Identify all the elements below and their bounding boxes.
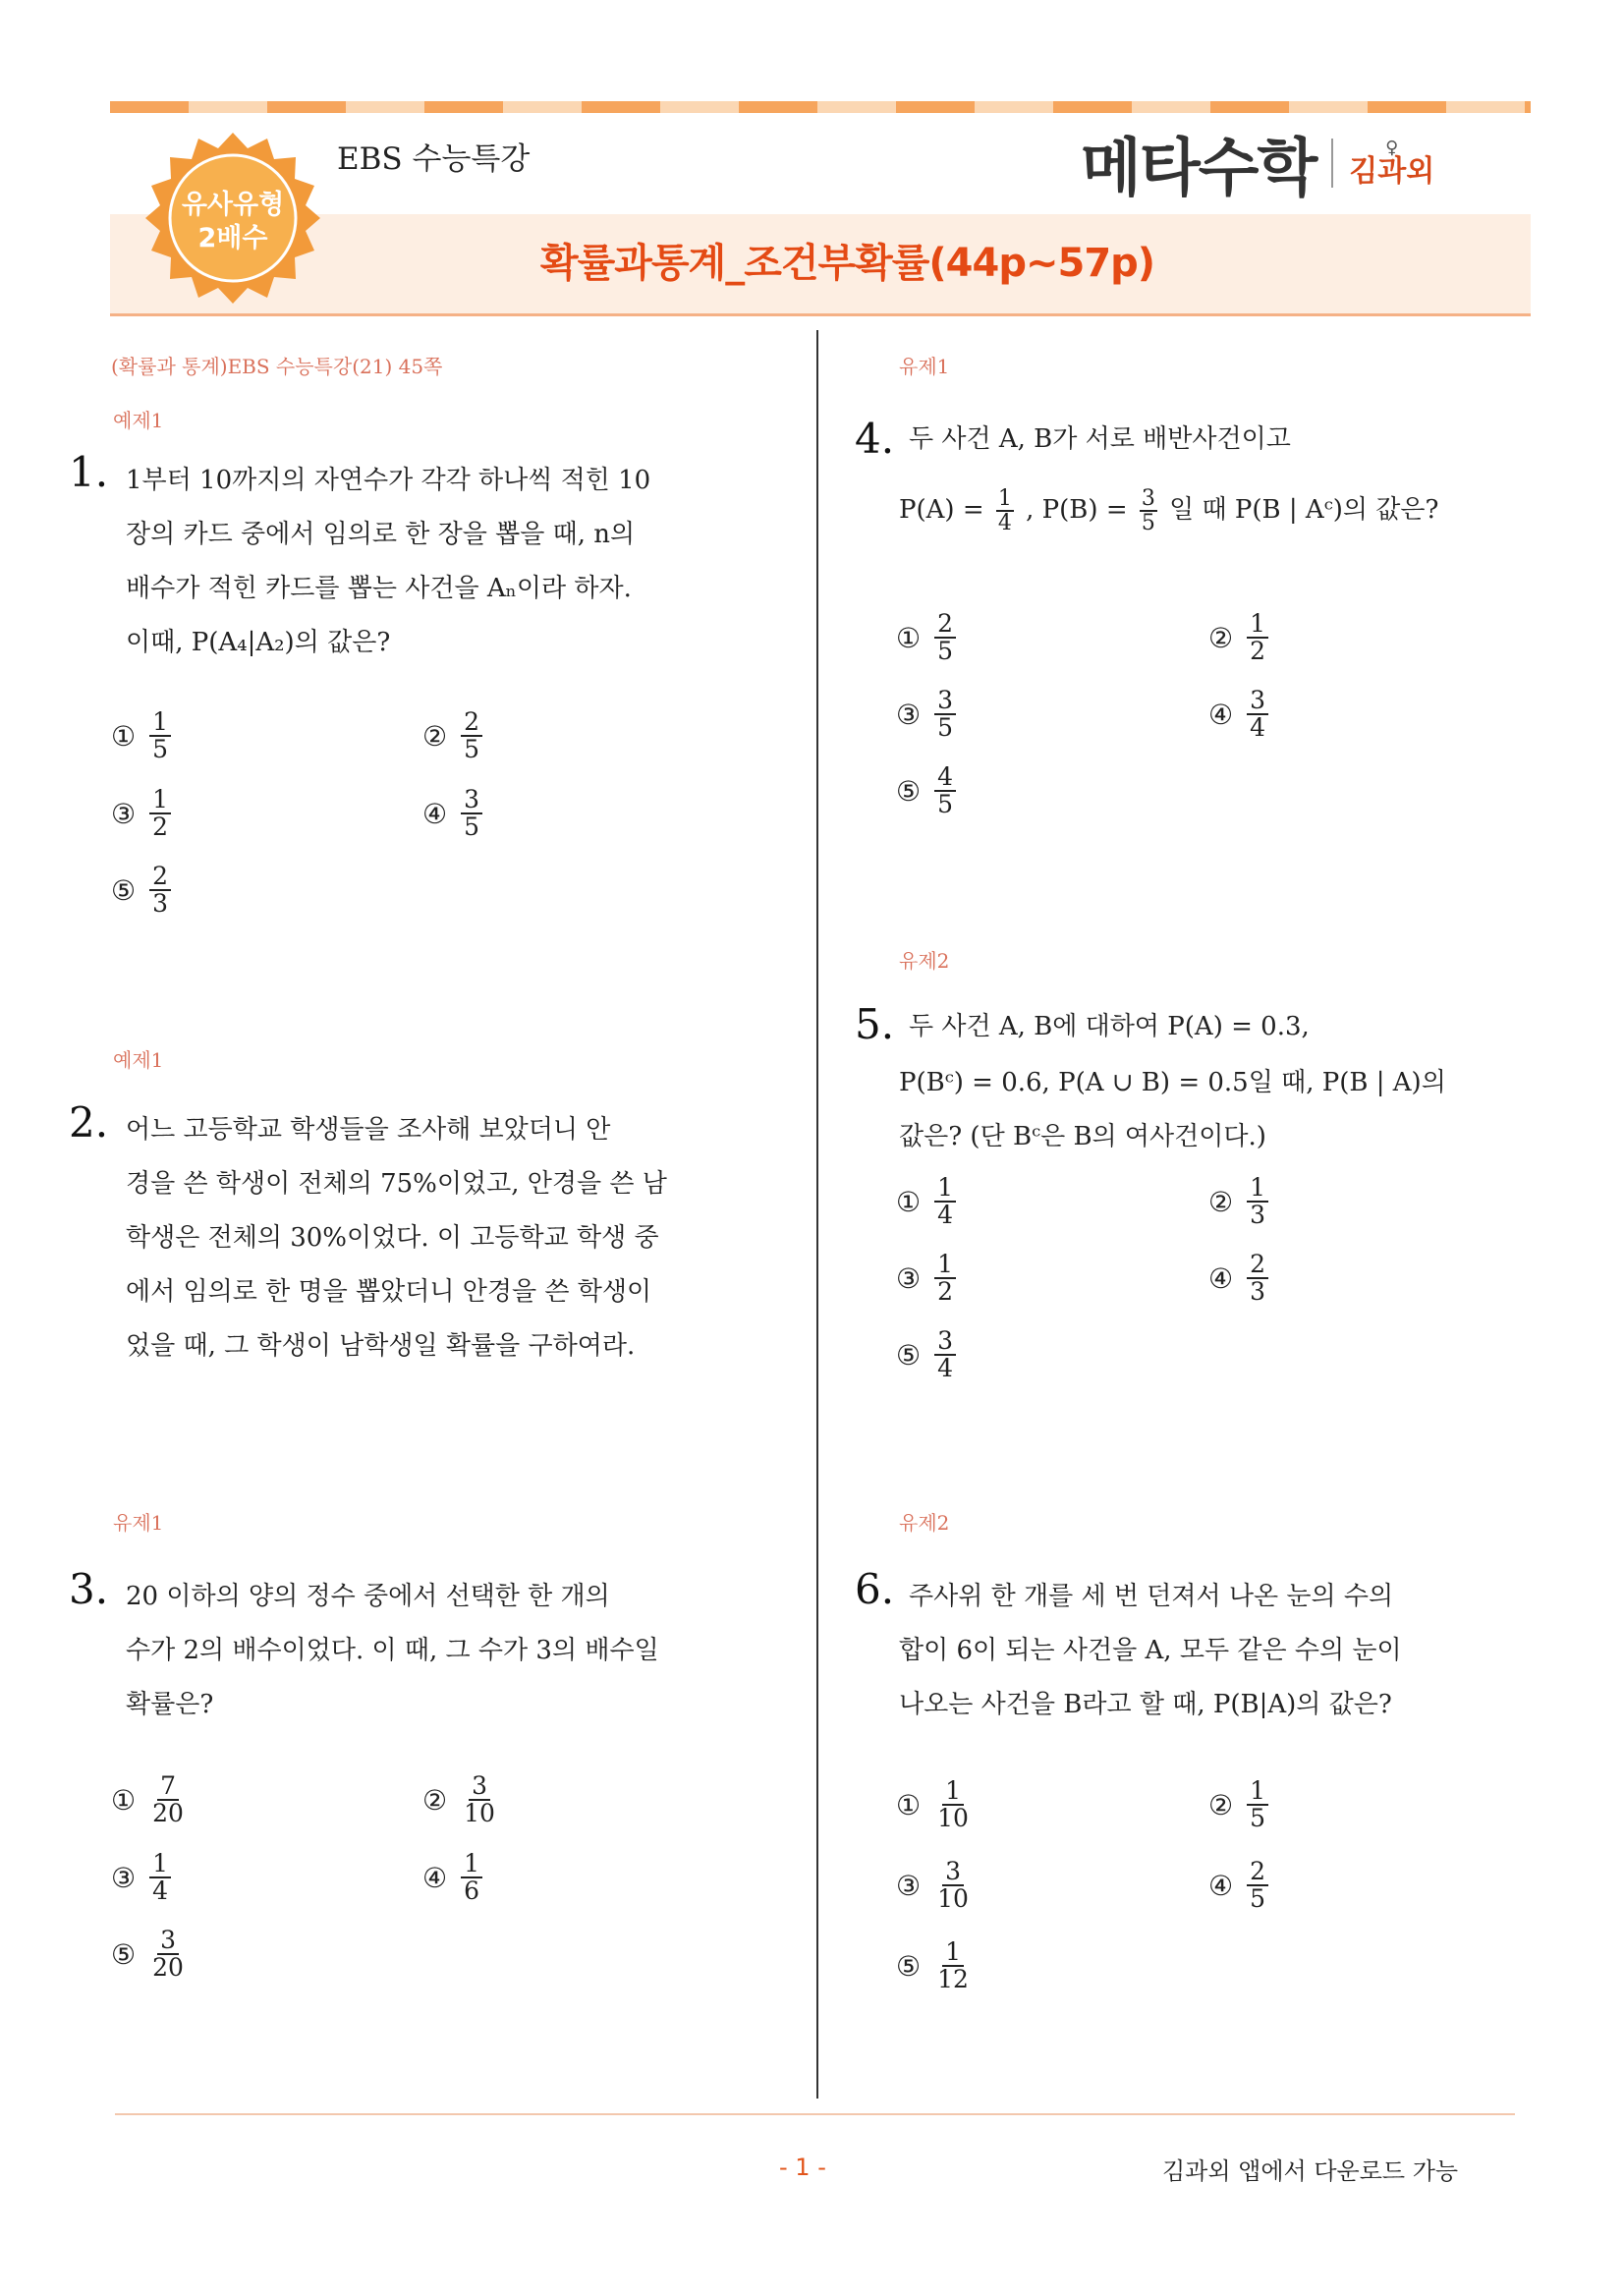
question-number: 5.: [855, 1000, 895, 1048]
choice-item[interactable]: [111, 1928, 187, 1982]
fraction-denominator: 5: [464, 735, 480, 764]
fraction-denominator: 6: [464, 1876, 480, 1906]
choice-mark: ①: [896, 621, 922, 654]
choice-mark: ⑤: [896, 774, 922, 808]
fraction: [1247, 611, 1268, 665]
choice-item[interactable]: [896, 1175, 956, 1229]
fraction: [934, 1175, 956, 1229]
series-title: EBS 수능특강: [337, 141, 531, 177]
fraction: [149, 1851, 171, 1905]
fraction-numerator: 1: [461, 1851, 482, 1878]
choice-mark: ③: [111, 1861, 137, 1894]
fraction-numerator: 1: [1247, 1778, 1268, 1806]
formula-pa: P(A) =: [899, 495, 984, 525]
fraction: [461, 1773, 498, 1827]
choice-mark: ⑤: [896, 1949, 922, 1983]
question-line: 합이 6이 되는 사건을 A, 모두 같은 수의 눈이: [899, 1636, 1402, 1665]
inline-fraction: [996, 487, 1014, 534]
choice-mark: ②: [1208, 1788, 1234, 1821]
choice-item[interactable]: [111, 864, 171, 918]
choice-item[interactable]: [896, 764, 956, 818]
choice-mark: ①: [896, 1788, 922, 1821]
question-line: 두 사건 A, B에 대하여 P(A) = 0.3,: [909, 1012, 1310, 1041]
choice-item[interactable]: [111, 1851, 171, 1905]
fraction: [461, 1851, 482, 1905]
logo-sub-text: 김과외: [1349, 154, 1435, 189]
badge-seal: [145, 131, 320, 306]
logo-divider: [1331, 139, 1333, 188]
fraction-denominator: 10: [937, 1804, 969, 1833]
fraction-denominator: 4: [937, 1201, 954, 1230]
fraction-numerator: 3: [157, 1928, 179, 1955]
badge-line1: 유사유형: [181, 190, 285, 220]
fraction-denominator: 5: [937, 713, 954, 743]
choice-item[interactable]: [896, 1859, 972, 1913]
fraction-denominator: 4: [937, 1354, 954, 1383]
question-line: 수가 2의 배수이었다. 이 때, 그 수가 3의 배수일: [126, 1636, 659, 1665]
formula-rest: 일 때 P(B | Aᶜ)의 값은?: [1169, 495, 1439, 525]
page-number: - 1 -: [779, 2154, 826, 2181]
choice-mark: ②: [422, 719, 448, 753]
fraction-numerator: 1: [942, 1778, 964, 1806]
choice-mark: ④: [1208, 1261, 1234, 1295]
fraction-numerator: 3: [942, 1859, 964, 1886]
question-line: 배수가 적힌 카드를 뽑는 사건을 Aₙ이라 하자.: [126, 574, 632, 603]
column-divider: [816, 330, 818, 2099]
fraction-denominator: 5: [937, 790, 954, 819]
choice-item[interactable]: [111, 709, 171, 763]
question-line: 학생은 전체의 30%이었다. 이 고등학교 학생 중: [126, 1223, 659, 1253]
choice-mark: ②: [1208, 621, 1234, 654]
question-text: [126, 454, 740, 670]
question-number: 1.: [69, 448, 109, 496]
fraction-numerator: 1: [1247, 1175, 1268, 1203]
choice-mark: ②: [422, 1783, 448, 1817]
question-tag: 예제1: [113, 1048, 164, 1072]
fraction-numerator: 3: [934, 1328, 956, 1356]
question-tag: 유제1: [113, 1511, 164, 1535]
question-line: 값은? (단 Bᶜ은 B의 여사건이다.): [899, 1122, 1266, 1151]
fraction: [934, 1859, 972, 1913]
question-line: 경을 쓴 학생이 전체의 75%이었고, 안경을 쓴 남: [126, 1169, 667, 1199]
choice-item[interactable]: [1208, 688, 1268, 742]
choice-item[interactable]: [422, 1773, 498, 1827]
question-line: P(Bᶜ) = 0.6, P(A ∪ B) = 0.5일 때, P(B | A)의: [899, 1068, 1446, 1097]
fraction: [461, 709, 482, 763]
logo-sub: [1349, 140, 1434, 187]
choice-mark: ③: [896, 698, 922, 731]
fraction-numerator: 3: [934, 688, 956, 715]
choice-item[interactable]: [111, 1773, 187, 1827]
question-line: 확률은?: [126, 1690, 214, 1719]
inline-fraction: [1140, 487, 1157, 534]
fraction-numerator: 2: [1247, 1859, 1268, 1886]
fraction-numerator: 3: [1247, 688, 1268, 715]
choice-item[interactable]: [1208, 1175, 1268, 1229]
logo-text: 메타수학: [1081, 133, 1316, 205]
fraction-denominator: 3: [1250, 1201, 1266, 1230]
choice-mark: ②: [1208, 1185, 1234, 1218]
choice-mark: ③: [111, 797, 137, 830]
question-formula: [899, 476, 1538, 544]
fraction-numerator: 1: [934, 1252, 956, 1279]
choice-mark: ①: [896, 1185, 922, 1218]
choice-mark: ③: [896, 1869, 922, 1902]
fraction-denominator: 2: [1250, 637, 1266, 666]
fraction-numerator: 1: [149, 709, 171, 737]
fraction-denominator: 12: [937, 1965, 969, 1994]
fraction-numerator: 1: [149, 1851, 171, 1878]
choice-item[interactable]: [896, 1778, 972, 1832]
question-tag: 유제2: [899, 949, 950, 973]
fraction-numerator: 2: [934, 611, 956, 639]
fraction: [934, 1328, 956, 1382]
choice-item[interactable]: [896, 688, 956, 742]
question-tag: 예제1: [113, 409, 164, 432]
fraction-denominator: 3: [152, 889, 169, 919]
fraction-numerator: 3: [469, 1773, 490, 1801]
choice-item[interactable]: [111, 787, 171, 841]
question-text: [909, 1000, 1528, 1054]
person-icon: ♀: [1385, 138, 1399, 158]
fraction-denominator: 2: [937, 1277, 954, 1307]
fraction-denominator: 5: [152, 735, 169, 764]
choice-mark: ①: [111, 1783, 137, 1817]
choice-item[interactable]: [422, 1851, 482, 1905]
fraction-numerator: 7: [157, 1773, 179, 1801]
choice-mark: ⑤: [896, 1338, 922, 1372]
question-number: 2.: [69, 1098, 109, 1147]
question-number: 6.: [855, 1565, 895, 1613]
fraction: [149, 1773, 187, 1827]
fraction-denominator: 5: [937, 637, 954, 666]
fraction-numerator: 2: [461, 709, 482, 737]
fraction-denominator: 20: [152, 1953, 184, 1983]
fraction: [149, 709, 171, 763]
choice-item[interactable]: [896, 1252, 956, 1306]
fraction: [1247, 1252, 1268, 1306]
question-line: 장의 카드 중에서 임의로 한 장을 뽑을 때, n의: [126, 520, 636, 549]
fraction-numerator: 1: [1247, 611, 1268, 639]
fraction-denominator: 5: [464, 812, 480, 842]
question-line: 20 이하의 양의 정수 중에서 선택한 한 개의: [126, 1582, 610, 1611]
choice-mark: ④: [422, 797, 448, 830]
footer-note: 김과외 앱에서 다운로드 가능: [1162, 2157, 1459, 2185]
fraction-denominator: 5: [1250, 1884, 1266, 1914]
fraction: [149, 864, 171, 918]
question-line: 었을 때, 그 학생이 남학생일 확률을 구하여라.: [126, 1331, 636, 1361]
fraction: [461, 787, 482, 841]
choice-mark: ④: [1208, 1869, 1234, 1902]
question-line: 두 사건 A, B가 서로 배반사건이고: [909, 424, 1291, 454]
fraction: [934, 611, 956, 665]
question-line: 나오는 사건을 B라고 할 때, P(B|A)의 값은?: [899, 1690, 1392, 1719]
question-text: [126, 1570, 740, 1732]
question-text-cont: [899, 1624, 1528, 1732]
choice-item[interactable]: [1208, 1252, 1268, 1306]
question-number: 4.: [855, 415, 895, 463]
fraction-numerator: 2: [149, 864, 171, 891]
fraction: [934, 1778, 972, 1832]
choice-item[interactable]: [422, 709, 482, 763]
question-tag: 유제2: [899, 1511, 950, 1535]
fraction-numerator: 1: [149, 787, 171, 814]
question-tag: 유제1: [899, 355, 950, 378]
choice-item[interactable]: [896, 1328, 956, 1382]
fraction-denominator: 20: [152, 1799, 184, 1828]
question-line: 에서 임의로 한 명을 뽑았더니 안경을 쓴 학생이: [126, 1277, 652, 1307]
fraction: [149, 787, 171, 841]
fraction: [1247, 1778, 1268, 1832]
question-text-cont: [899, 1056, 1528, 1164]
choice-mark: ③: [896, 1261, 922, 1295]
fraction-denominator: 4: [152, 1876, 169, 1906]
page-title: 확률과통계_조건부확률(44p~57p): [540, 241, 1155, 286]
fraction-denominator: 5: [1250, 1804, 1266, 1833]
fraction: [1247, 688, 1268, 742]
fraction-denominator: 4: [1250, 713, 1266, 743]
header-stripe: [110, 101, 1531, 113]
badge-line2: 2배수: [197, 223, 268, 253]
question-line: 어느 고등학교 학생들을 조사해 보았더니 안: [126, 1115, 611, 1145]
question-line: 주사위 한 개를 세 번 던져서 나온 눈의 수의: [909, 1582, 1394, 1611]
fraction-denominator: 10: [937, 1884, 969, 1914]
choice-item[interactable]: [1208, 1778, 1268, 1832]
choice-mark: ⑤: [111, 873, 137, 907]
footer-divider: [115, 2113, 1515, 2115]
fraction: [934, 1252, 956, 1306]
fraction-denominator: 10: [464, 1799, 495, 1828]
choice-item[interactable]: [896, 611, 956, 665]
fraction-denominator: 4: [997, 511, 1012, 535]
choice-item[interactable]: [422, 787, 482, 841]
question-text: [126, 1103, 740, 1373]
source-note: (확률과 통계)EBS 수능특강(21) 45쪽: [111, 355, 443, 378]
formula-pb: , P(B) =: [1026, 495, 1128, 525]
choice-mark: ④: [422, 1861, 448, 1894]
fraction-numerator: 4: [934, 764, 956, 792]
fraction-numerator: 1: [997, 485, 1012, 511]
fraction: [1247, 1175, 1268, 1229]
fraction: [149, 1928, 187, 1982]
choice-item[interactable]: [896, 1939, 972, 1993]
choice-item[interactable]: [1208, 611, 1268, 665]
fraction: [934, 764, 956, 818]
choice-mark: ①: [111, 719, 137, 753]
fraction-denominator: 5: [1141, 511, 1155, 535]
fraction-numerator: 1: [934, 1175, 956, 1203]
fraction: [1247, 1859, 1268, 1913]
fraction-numerator: 2: [1247, 1252, 1268, 1279]
choice-item[interactable]: [1208, 1859, 1268, 1913]
fraction: [934, 1939, 972, 1993]
fraction: [934, 688, 956, 742]
fraction-denominator: 2: [152, 812, 169, 842]
fraction-numerator: 1: [942, 1939, 964, 1967]
brand-logo: [1081, 128, 1435, 205]
question-text: [909, 1570, 1528, 1624]
choice-mark: ④: [1208, 698, 1234, 731]
question-line: 1부터 10까지의 자연수가 각각 하나씩 적힌 10: [126, 466, 651, 495]
question-text: [909, 413, 1538, 467]
fraction-denominator: 3: [1250, 1277, 1266, 1307]
fraction-numerator: 3: [461, 787, 482, 814]
choice-mark: ⑤: [111, 1937, 137, 1971]
fraction-numerator: 3: [1141, 485, 1155, 511]
question-line: 이때, P(A₄|A₂)의 값은?: [126, 628, 391, 657]
question-number: 3.: [69, 1565, 109, 1613]
